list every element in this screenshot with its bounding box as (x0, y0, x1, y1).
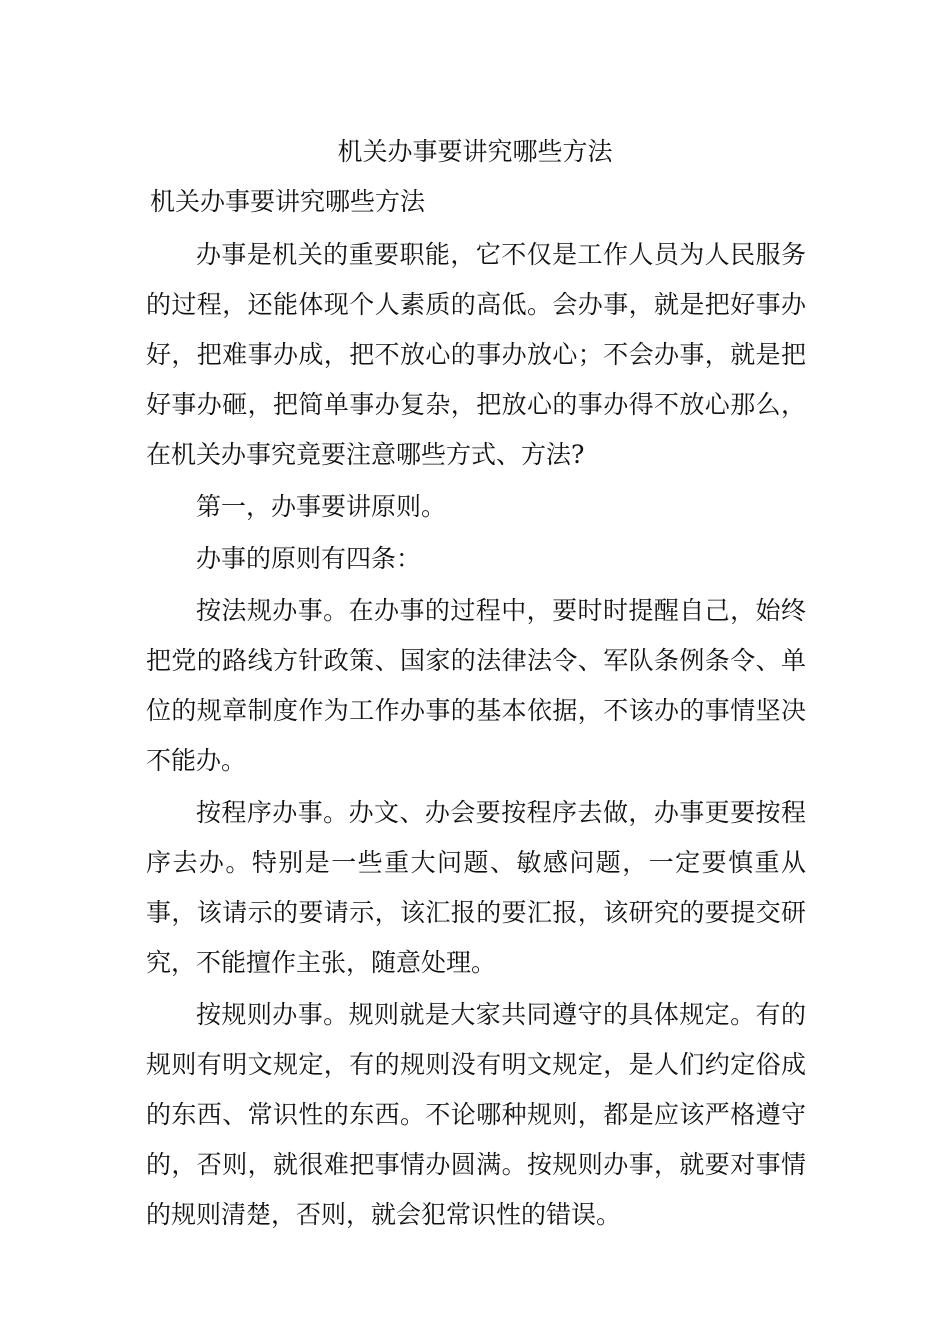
document-body (146, 230, 806, 1240)
paragraph-by-regulations: 按法规办事。在办事的过程中，要时时提醒自己，始终把党的路线方针政策、国家的法律法令、军队条例条令、单位的规章制度作为工作办事的基本依据，不该办的事情坚决不能办。 (146, 596, 806, 775)
document-title: 机关办事要讲究哪些方法 (337, 137, 613, 166)
paragraph-by-rules: 按规则办事。规则就是大家共同遵守的具体规定。有的规则有明文规定，有的规则没有明文规定，是人们约定俗成的东西、常识性的东西。不论哪种规则，都是应该严格遵守的，否则，就很难把事情办圆满。按规则办事，就要对事情的规则清楚，否则，就会犯常识性的错误。 (146, 1000, 806, 1229)
paragraph-intro: 办事是机关的重要职能，它不仅是工作人员为人民服务的过程，还能体现个人素质的高低。会办事，就是把好事办好，把难事办成，把不放心的事办放心；不会办事，就是把好事办砸，把简单事办复杂，把放心的事办得不放心那么，在机关办事究竟要注意哪些方式、方法? (146, 240, 806, 469)
document-subtitle: 机关办事要讲究哪些方法 (150, 187, 426, 216)
paragraph-by-procedure: 按程序办事。办文、办会要按程序去做，办事更要按程序去办。特别是一些重大问题、敏感问题，一定要慎重从事，该请示的要请示，该汇报的要汇报，该研究的要提交研究，不能擅作主张，随意处理。 (146, 798, 806, 977)
paragraph-principles-heading: 办事的原则有四条： (196, 544, 422, 573)
paragraph-first-point: 第一，办事要讲原则。 (196, 492, 447, 521)
